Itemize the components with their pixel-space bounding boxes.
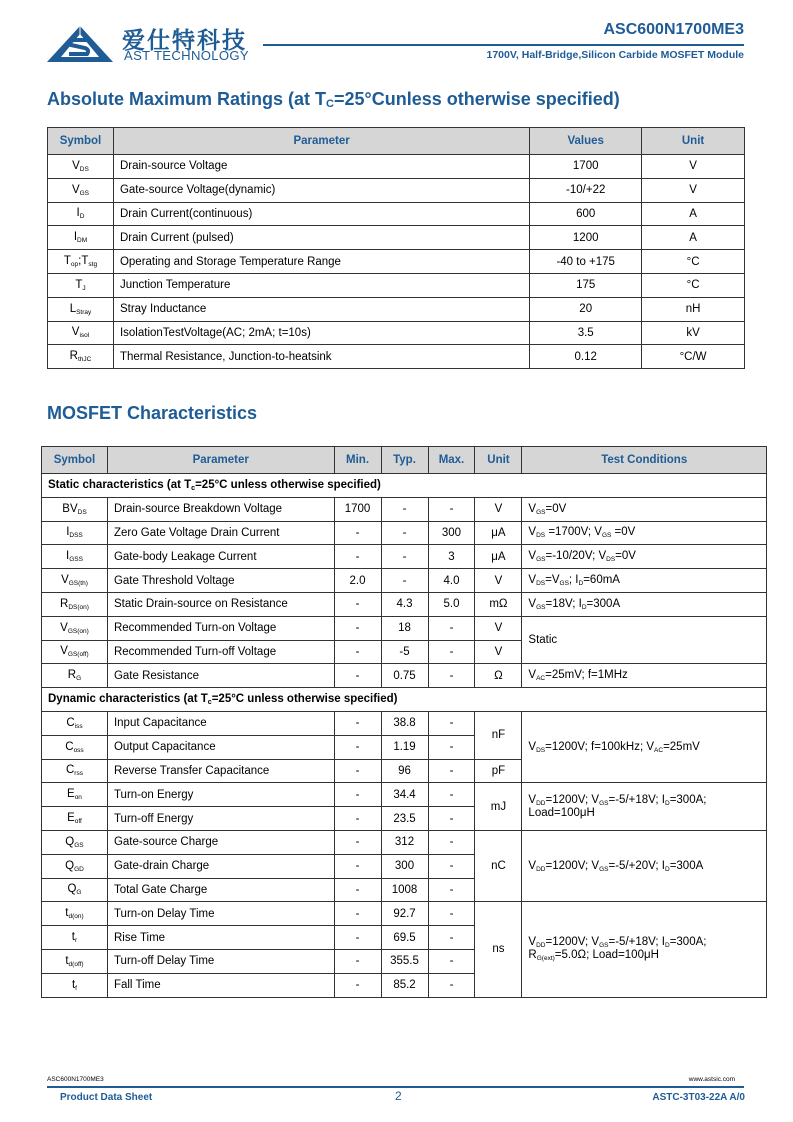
table-row — [42, 830, 767, 854]
unit-cell: mΩ — [475, 592, 522, 616]
min-cell: - — [334, 759, 381, 783]
part-description: 1700V, Half-Bridge,Silicon Carbide MOSFET Module — [486, 49, 744, 61]
typ-cell: 92.7 — [381, 902, 428, 926]
parameter-cell: Turn-off Delay Time — [107, 949, 334, 973]
parameter-cell: Operating and Storage Temperature Range — [113, 250, 529, 274]
unit-cell: pF — [475, 759, 522, 783]
col-header-test-conditions: Test Conditions — [522, 447, 767, 474]
symbol-cell: $V_{DS}$ — [48, 155, 114, 179]
table-row — [48, 202, 745, 226]
typ-cell: 355.5 — [381, 949, 428, 973]
table-row — [42, 664, 767, 688]
min-cell: - — [334, 640, 381, 664]
parameter-cell: Turn-on Energy — [107, 783, 334, 807]
unit-cell: mJ — [475, 783, 522, 831]
parameter-cell: IsolationTestVoltage(AC; 2mA; t=10s) — [113, 321, 529, 345]
max-cell: 4.0 — [428, 569, 475, 593]
typ-cell: 312 — [381, 830, 428, 854]
unit-cell: A — [642, 226, 745, 250]
parameter-cell: Gate-source Voltage(dynamic) — [113, 178, 529, 202]
parameter-cell: Drain-source Breakdown Voltage — [107, 497, 334, 521]
test-condition-cell: Static — [522, 616, 767, 664]
symbol-cell: $V_{GS(th)}$ — [42, 569, 108, 593]
min-cell: - — [334, 711, 381, 735]
min-cell: - — [334, 616, 381, 640]
unit-cell: nC — [475, 830, 522, 901]
symbol-cell: $R_{thJC}$ — [48, 345, 114, 369]
test-condition-cell: $V_{DS}=1200V$; f=100kHz; $V_{AC}=25mV$ — [522, 711, 767, 782]
test-condition-cell: $V_{GS}=-10/20V$; $V_{DS}=0V$ — [522, 545, 767, 569]
parameter-cell: Input Capacitance — [107, 711, 334, 735]
typ-cell: 23.5 — [381, 807, 428, 831]
value-cell: 3.5 — [530, 321, 642, 345]
static-group-header: Static characteristics (at $T_c=25^\circ C$ unless otherwise specified) — [42, 474, 767, 498]
table-header-row — [48, 128, 745, 155]
parameter-cell: Turn-off Energy — [107, 807, 334, 831]
unit-cell: °C — [642, 273, 745, 297]
max-cell: - — [428, 902, 475, 926]
col-header-typ: Typ. — [381, 447, 428, 474]
dynamic-group-header: Dynamic characteristics (at $T_c=25^\circ C$ unless otherwise specified) — [42, 688, 767, 712]
parameter-cell: Zero Gate Voltage Drain Current — [107, 521, 334, 545]
min-cell: - — [334, 783, 381, 807]
symbol-cell: $L_{Stray}$ — [48, 297, 114, 321]
unit-cell: Ω — [475, 664, 522, 688]
footer-part-number: ASC600N1700ME3 — [47, 1076, 104, 1083]
test-condition-cell: $V_{DD}=1200V$; $V_{GS}=-5/+18V$; $I_D=300A$; $R_{G(ext)}=5.0\Omega$; Load=100μH — [522, 902, 767, 997]
typ-cell: 85.2 — [381, 973, 428, 997]
typ-cell: - — [381, 545, 428, 569]
symbol-cell: $I_D$ — [48, 202, 114, 226]
col-header-min: Min. — [334, 447, 381, 474]
table-row — [48, 297, 745, 321]
test-condition-cell: $V_{DD}=1200V$; $V_{GS}=-5/+20V$; $I_D=300A$ — [522, 830, 767, 901]
parameter-cell: Thermal Resistance, Junction-to-heatsink — [113, 345, 529, 369]
value-cell: 1700 — [530, 155, 642, 179]
symbol-cell: $C_{iss}$ — [42, 711, 108, 735]
unit-cell: V — [475, 640, 522, 664]
parameter-cell: Drain-source Voltage — [113, 155, 529, 179]
symbol-cell: $T_{op};T_{stg}$ — [48, 250, 114, 274]
table-row — [48, 155, 745, 179]
part-number-title: ASC600N1700ME3 — [603, 21, 744, 38]
max-cell: - — [428, 616, 475, 640]
typ-cell: -5 — [381, 640, 428, 664]
footer-website[interactable]: www.astsic.com — [688, 1076, 735, 1083]
unit-cell: °C/W — [642, 345, 745, 369]
min-cell: - — [334, 735, 381, 759]
typ-cell: 4.3 — [381, 592, 428, 616]
amr-section-title: Absolute Maximum Ratings (at $T_C=25^\circ Cunless$ otherwise specified) — [47, 89, 620, 110]
parameter-cell: Gate Threshold Voltage — [107, 569, 334, 593]
symbol-cell: $V_{GS}$ — [48, 178, 114, 202]
typ-cell: - — [381, 521, 428, 545]
mosfet-characteristics-table — [41, 446, 767, 998]
min-cell: - — [334, 926, 381, 950]
min-cell: - — [334, 878, 381, 902]
unit-cell: V — [475, 569, 522, 593]
parameter-cell: Stray Inductance — [113, 297, 529, 321]
col-header-values: Values — [530, 128, 642, 155]
unit-cell: ns — [475, 902, 522, 997]
table-row — [48, 250, 745, 274]
parameter-cell: Drain Current (pulsed) — [113, 226, 529, 250]
symbol-cell: $I_{DSS}$ — [42, 521, 108, 545]
min-cell: - — [334, 592, 381, 616]
parameter-cell: Output Capacitance — [107, 735, 334, 759]
table-row — [42, 569, 767, 593]
min-cell: - — [334, 521, 381, 545]
symbol-cell: $Q_G$ — [42, 878, 108, 902]
parameter-cell: Junction Temperature — [113, 273, 529, 297]
unit-cell: V — [475, 616, 522, 640]
symbol-cell: $I_{DM}$ — [48, 226, 114, 250]
test-condition-cell: $V_{AC}=25mV$; f=1MHz — [522, 664, 767, 688]
value-cell: 20 — [530, 297, 642, 321]
table-row — [42, 497, 767, 521]
parameter-cell: Turn-on Delay Time — [107, 902, 334, 926]
col-header-parameter: Parameter — [113, 128, 529, 155]
max-cell: - — [428, 759, 475, 783]
max-cell: - — [428, 783, 475, 807]
max-cell: - — [428, 926, 475, 950]
typ-cell: 38.8 — [381, 711, 428, 735]
min-cell: - — [334, 949, 381, 973]
col-header-max: Max. — [428, 447, 475, 474]
mosfet-section-title: MOSFET Characteristics — [47, 403, 258, 423]
table-row — [42, 592, 767, 616]
symbol-cell: $Q_{GD}$ — [42, 854, 108, 878]
unit-cell: V — [475, 497, 522, 521]
page-header — [0, 0, 793, 70]
max-cell: - — [428, 854, 475, 878]
min-cell: - — [334, 664, 381, 688]
parameter-cell: Reverse Transfer Capacitance — [107, 759, 334, 783]
page-number: 2 — [395, 1089, 402, 1103]
parameter-cell: Gate-body Leakage Current — [107, 545, 334, 569]
test-condition-cell: $V_{DS} =1700V$; $V_{GS} =0V$ — [522, 521, 767, 545]
test-condition-cell: $V_{GS}=18V$; $I_D=300A$ — [522, 592, 767, 616]
parameter-cell: Gate Resistance — [107, 664, 334, 688]
typ-cell: - — [381, 569, 428, 593]
symbol-cell: $I_{GSS}$ — [42, 545, 108, 569]
typ-cell: 1008 — [381, 878, 428, 902]
unit-cell: A — [642, 202, 745, 226]
value-cell: 600 — [530, 202, 642, 226]
value-cell: -40 to +175 — [530, 250, 642, 274]
typ-cell: 1.19 — [381, 735, 428, 759]
max-cell: - — [428, 973, 475, 997]
symbol-cell: $BV_{DS}$ — [42, 497, 108, 521]
header-divider — [263, 44, 744, 46]
unit-cell: μA — [475, 521, 522, 545]
parameter-cell: Rise Time — [107, 926, 334, 950]
max-cell: - — [428, 807, 475, 831]
table-row — [42, 545, 767, 569]
col-header-unit: Unit — [642, 128, 745, 155]
parameter-cell: Recommended Turn-on Voltage — [107, 616, 334, 640]
typ-cell: - — [381, 497, 428, 521]
symbol-cell: $E_{off}$ — [42, 807, 108, 831]
footer-doc-type: Product Data Sheet — [60, 1092, 153, 1103]
min-cell: - — [334, 807, 381, 831]
test-condition-cell: $V_{DS}=V_{GS}$; $I_D=60mA$ — [522, 569, 767, 593]
col-header-parameter: Parameter — [107, 447, 334, 474]
typ-cell: 18 — [381, 616, 428, 640]
col-header-unit: Unit — [475, 447, 522, 474]
max-cell: - — [428, 497, 475, 521]
max-cell: 3 — [428, 545, 475, 569]
unit-cell: nH — [642, 297, 745, 321]
symbol-cell: $t_f$ — [42, 973, 108, 997]
symbol-cell: $C_{rss}$ — [42, 759, 108, 783]
parameter-cell: Gate-drain Charge — [107, 854, 334, 878]
symbol-cell: $R_{DS(on)}$ — [42, 592, 108, 616]
symbol-cell: $V_{GS(off)}$ — [42, 640, 108, 664]
parameter-cell: Gate-source Charge — [107, 830, 334, 854]
parameter-cell: Recommended Turn-off Voltage — [107, 640, 334, 664]
symbol-cell: $T_J$ — [48, 273, 114, 297]
logo-english-name: AST TECHNOLOGY — [124, 49, 249, 63]
max-cell: - — [428, 640, 475, 664]
table-row — [42, 783, 767, 807]
typ-cell: 0.75 — [381, 664, 428, 688]
unit-cell: V — [642, 155, 745, 179]
ast-logo-icon — [47, 26, 113, 62]
parameter-cell: Drain Current(continuous) — [113, 202, 529, 226]
symbol-cell: $C_{oss}$ — [42, 735, 108, 759]
absolute-max-ratings-table — [47, 127, 745, 369]
max-cell: - — [428, 878, 475, 902]
symbol-cell: $E_{on}$ — [42, 783, 108, 807]
typ-cell: 96 — [381, 759, 428, 783]
max-cell: - — [428, 735, 475, 759]
table-row — [48, 345, 745, 369]
symbol-cell: $R_G$ — [42, 664, 108, 688]
min-cell: 1700 — [334, 497, 381, 521]
max-cell: - — [428, 949, 475, 973]
typ-cell: 34.4 — [381, 783, 428, 807]
max-cell: 5.0 — [428, 592, 475, 616]
table-row — [48, 178, 745, 202]
parameter-cell: Total Gate Charge — [107, 878, 334, 902]
max-cell: - — [428, 830, 475, 854]
value-cell: 1200 — [530, 226, 642, 250]
test-condition-cell: $V_{DD}=1200V$; $V_{GS}=-5/+18V$; $I_D=300A$; Load=100μH — [522, 783, 767, 831]
table-header-row — [42, 447, 767, 474]
unit-cell: V — [642, 178, 745, 202]
col-header-symbol: Symbol — [48, 128, 114, 155]
table-row — [48, 321, 745, 345]
min-cell: - — [334, 830, 381, 854]
value-cell: 175 — [530, 273, 642, 297]
min-cell: - — [334, 973, 381, 997]
unit-cell: °C — [642, 250, 745, 274]
typ-cell: 69.5 — [381, 926, 428, 950]
min-cell: - — [334, 545, 381, 569]
table-row — [42, 711, 767, 735]
symbol-cell: $V_{isol}$ — [48, 321, 114, 345]
min-cell: - — [334, 854, 381, 878]
footer-doc-code: ASTC-3T03-22A A/0 — [652, 1092, 745, 1103]
test-condition-cell: $V_{GS}=0V$ — [522, 497, 767, 521]
unit-cell: kV — [642, 321, 745, 345]
max-cell: - — [428, 664, 475, 688]
col-header-symbol: Symbol — [42, 447, 108, 474]
unit-cell: nF — [475, 711, 522, 759]
min-cell: - — [334, 902, 381, 926]
table-row — [42, 902, 767, 926]
max-cell: 300 — [428, 521, 475, 545]
typ-cell: 300 — [381, 854, 428, 878]
value-cell: 0.12 — [530, 345, 642, 369]
parameter-cell: Fall Time — [107, 973, 334, 997]
symbol-cell: $t_{d(off)}$ — [42, 949, 108, 973]
unit-cell: μA — [475, 545, 522, 569]
max-cell: - — [428, 711, 475, 735]
min-cell: 2.0 — [334, 569, 381, 593]
symbol-cell: $Q_{GS}$ — [42, 830, 108, 854]
symbol-cell: $t_r$ — [42, 926, 108, 950]
table-row — [48, 226, 745, 250]
table-row — [42, 616, 767, 640]
symbol-cell: $V_{GS(on)}$ — [42, 616, 108, 640]
value-cell: -10/+22 — [530, 178, 642, 202]
logo-chinese-name: 爱仕特科技 — [122, 27, 247, 53]
footer-divider — [47, 1086, 744, 1088]
parameter-cell: Static Drain-source on Resistance — [107, 592, 334, 616]
table-row — [42, 521, 767, 545]
table-row — [48, 273, 745, 297]
symbol-cell: $t_{d(on)}$ — [42, 902, 108, 926]
